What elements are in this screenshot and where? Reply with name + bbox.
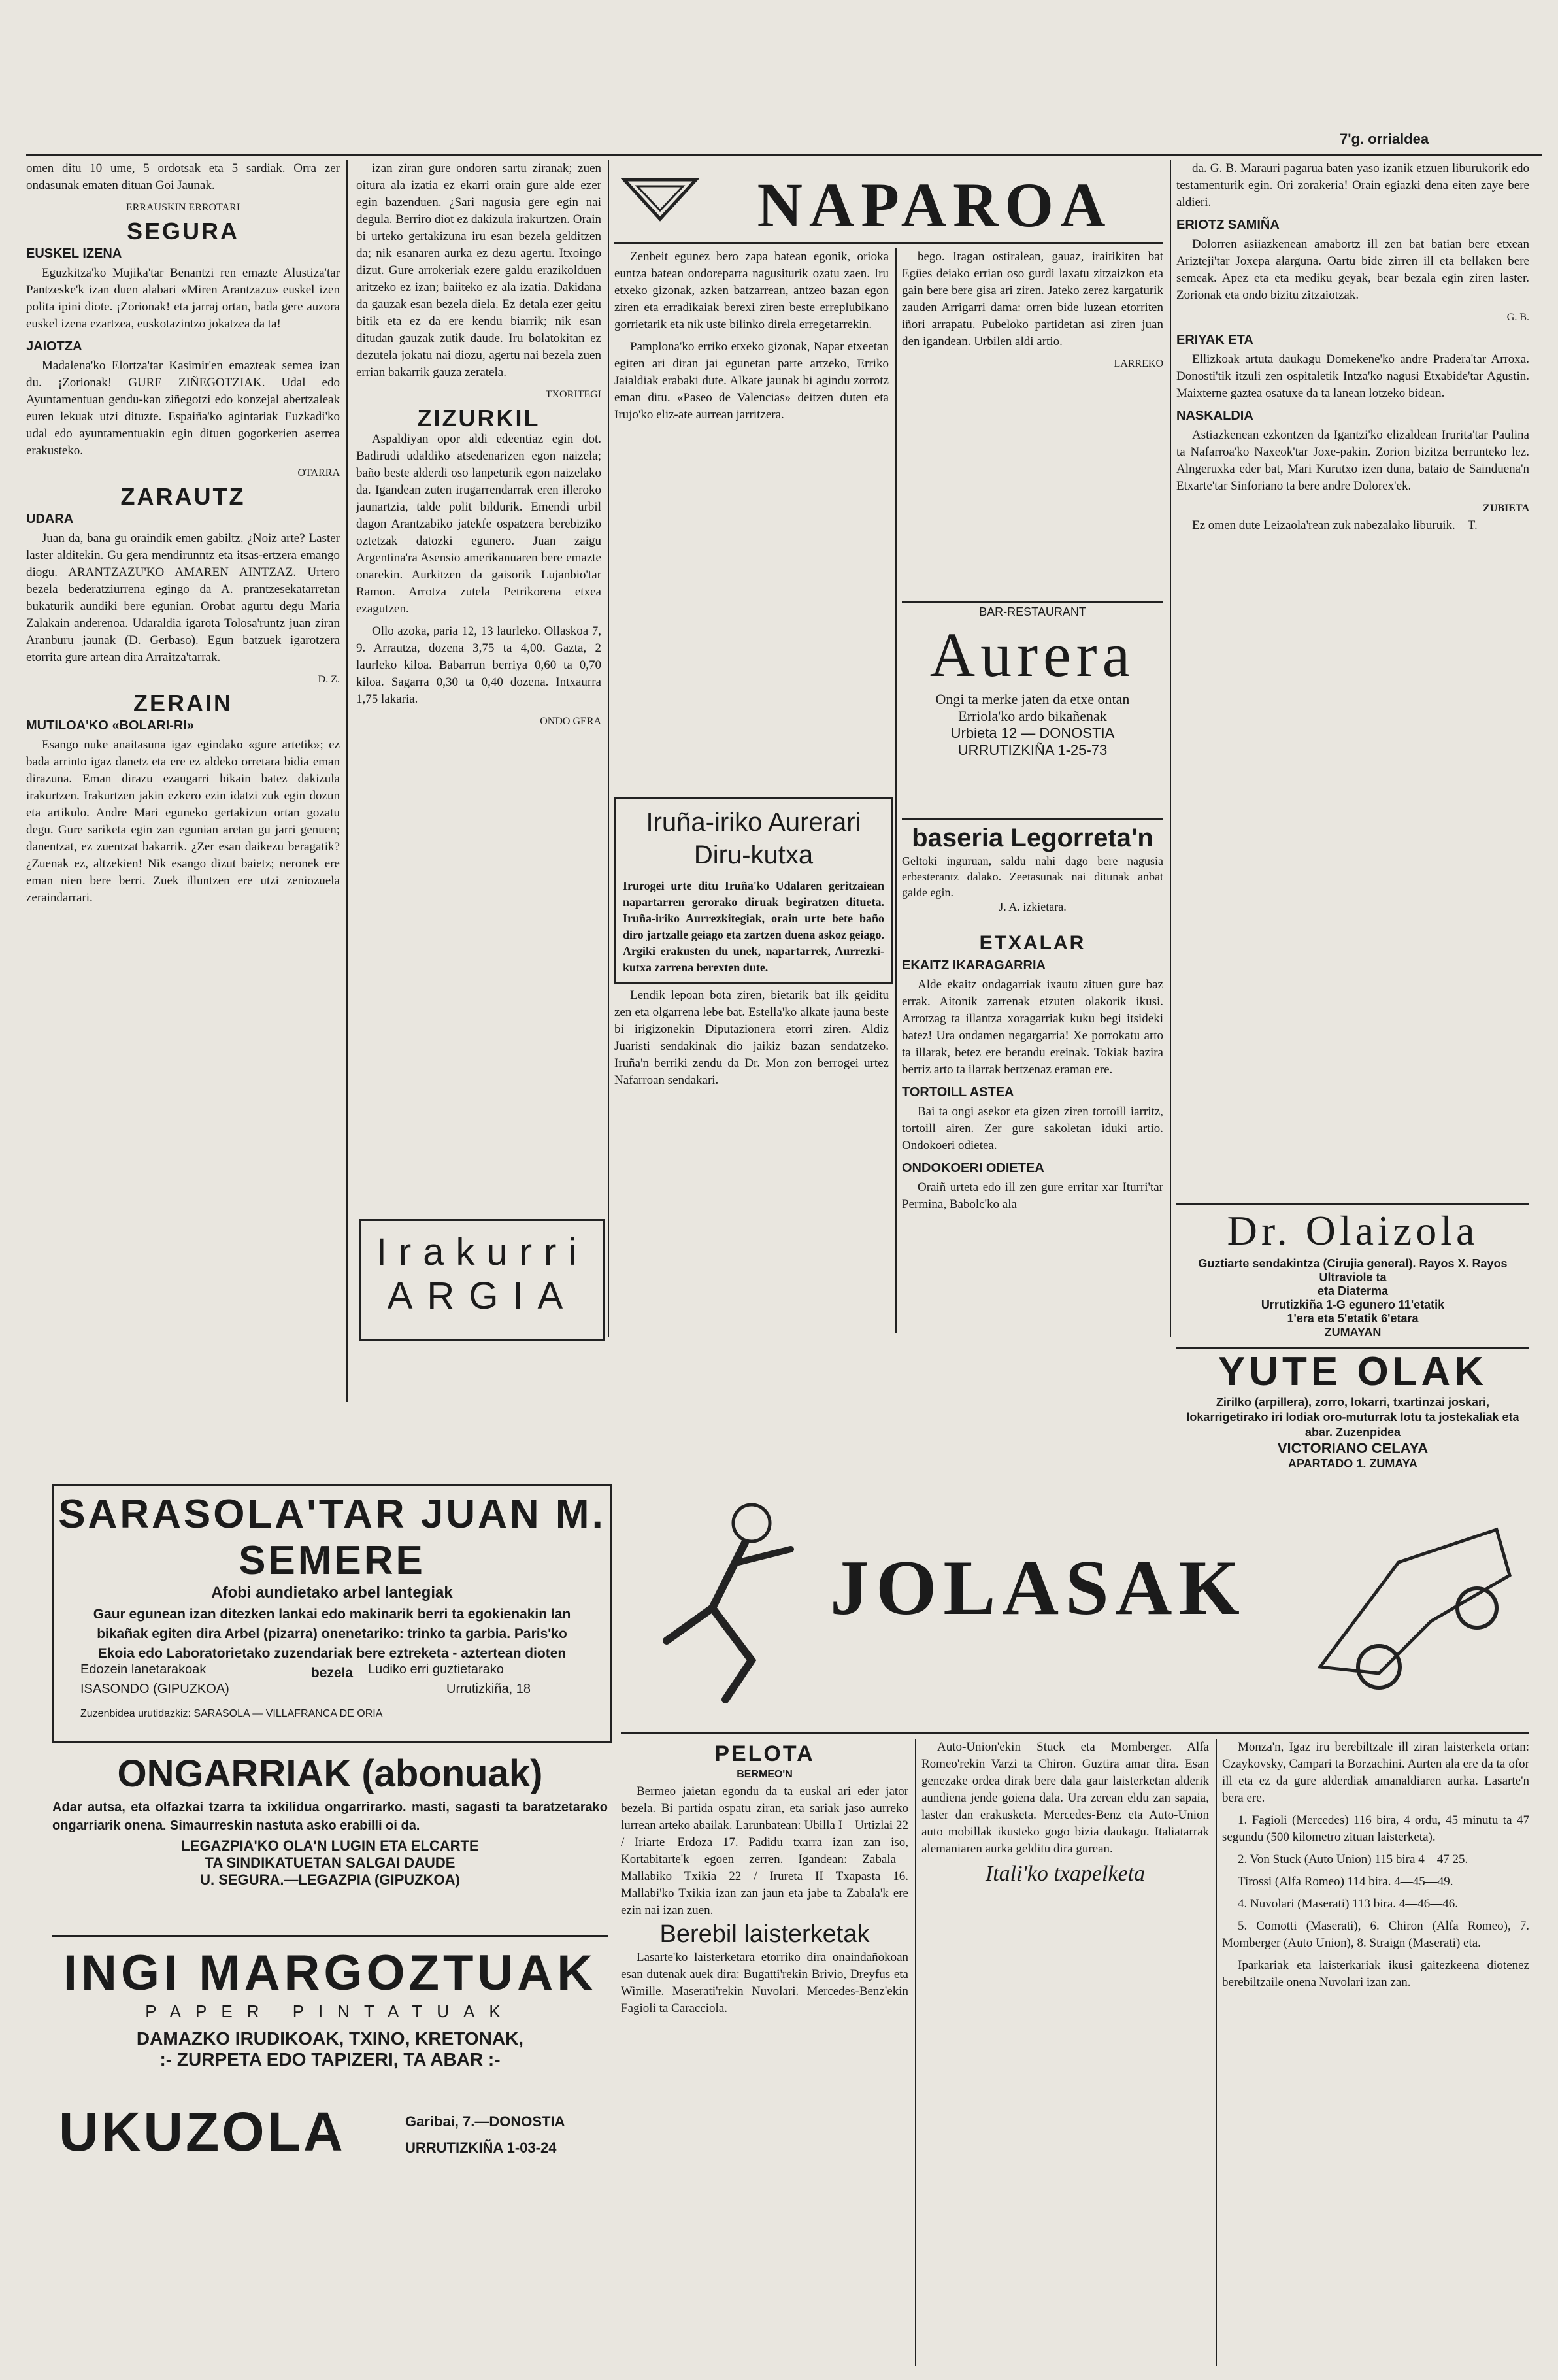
- margoztuak-line2: :- ZURPETA EDO TAPIZERI, TA ABAR :-: [159, 2049, 501, 2070]
- naparoa-text-b: Pamplona'ko erriko etxeko gizonak, Napar etxeetan egiten ari diran jai egunetan parte artzeko, Erriko Jaialdiak erabaki dute. Alkate jaunak bi agindu zorrotz eman ditu. «Paseo de Valencias» deitzen duten eta Irujo'ko eliz-ate aurrean jarritzera.: [614, 340, 889, 422]
- naparoa-column-lower: [614, 987, 889, 1327]
- section-title-jaiotza: JAIOTZA: [26, 339, 82, 354]
- jolasak-col-3: [1222, 1739, 1529, 2366]
- olaizola-line5: ZUMAYAN: [1324, 1326, 1382, 1339]
- ongarriak-text: Adar autsa, eta olfazkai tzarra ta ixkilidua ongarrirarko. masti, sagasti ta baratzetarako ongarriarik onena. Simaurreskin nastuta asko erabilli oi da.: [52, 1800, 608, 1833]
- italiko-text: Monza'n, Igaz iru berebiltzale ill ziran laisterketa ortan: Czaykovsky, Campari ta Borzachini. Aurten ala ere da ta ofor ill eta ez da gure alderdiak amanaldiaren aurka. Lasarte'n bera ere.: [1222, 1740, 1529, 1805]
- aurera-line2: Erriola'ko ardo bikañenak: [958, 708, 1107, 724]
- aurrezki-body: Irurogei urte ditu Iruña'ko Udalaren geritzaiean napartarren gerorako diruak begiratzen ditueta. Iruña-iriko Aurrezkitegiak, orain urte bete baño diro jartzalle geiago eta zartzen duena askoz geiago. Argiki erakusten du unek, napartarrek, Aurrezki-kutxa zarrena berexten dute.: [623, 879, 884, 974]
- aurera-line3: Urbieta 12 — DONOSTIA: [950, 725, 1115, 741]
- sarasola-title: SARASOLA'TAR JUAN M. SEMERE: [58, 1492, 606, 1583]
- section-subtitle-segura: EUSKEL IZENA: [26, 246, 122, 261]
- column-rule: [1216, 1739, 1217, 2366]
- naparoa-text-a: Zenbeit egunez bero zapa batean egonik, orioka euntza batean ondoreparra nagusiturik ozatu zaen. Iru etxeko gizonak, azken batzarrean, antzeo bazan egon ziren eta erradikaiak berexi ziren beste erreplubikano gorrietarik eta nik uste bilinko direla erregetarrekin.: [614, 250, 889, 331]
- section-text-jaiotza: Madalena'ko Elortza'tar Kasimir'en emazteak semea izan du. ¡Zorionak! GURE ZIÑEGOTZIAK. Udal edo Ayuntamentuan gendu-kan ziñegotzi edo konzejal abertzaleak euren lekuak utzi dituzte. Espaiña'ko agintariak Euzkadi'ko udal edo ayuntamentuakin egin dituen gogorkerien aserrea erakusteko.: [26, 359, 340, 458]
- sarasola-text: Gaur egunean izan ditezken lankai edo makinarik berri ta egokienakin lan bikañak egiten dira Arbel (pizarra) onenetariko: trinko ta garbia. Paris'ko Ekoia edo Laboratorietako zuzendariak bere eztreketa - aztertean dioten bezela: [93, 1607, 571, 1681]
- column-rule: [895, 248, 897, 1333]
- sarasola-row1b: Ludiko erri guztietarako: [368, 1662, 504, 1677]
- racing-car-icon: [1301, 1503, 1523, 1700]
- irakurri-text: Irakurri: [376, 1231, 589, 1273]
- col2-text-bottom: Aspaldiyan opor aldi edeentiaz egin dot. Badirudi udaldiko atsedenarizen egon naizela; baño beste alderdi oso lanpeturik egon naizelako da. Igandean zuten irugarrendarrak eren illeroko jaunartzia, talde polit bildurik. Emendi urbil dagon Arantzabiko jatekfe ospatzera berebiziko oztetzak datozki egunero. Juan zaigu Argentina'ra Asensio amerikanuaren bere emazte onarekin. Aurkitzen da gaisorik Lujanbio'tar Ramon. Arrotza zutela Petrikorena etxea ezagutzen.: [356, 432, 601, 616]
- etxalar-subtitle: EKAITZ IKARAGARRIA: [902, 958, 1046, 973]
- col2-prices: Ollo azoka, paria 12, 13 laurleko. Ollaskoa 7, 9. Arrautza, dozena 3,75 ta 4,00. Gazta, 2 laurleko kiloa. Babarrun berriya 0,60 ta 0,70 kiloa. Sagarra 0,30 ta 0,40 dozena. Intxaurra 1,75 lakaria.: [356, 624, 601, 706]
- ongarriak-ad: [52, 1752, 608, 1928]
- olaizola-ad: [1176, 1203, 1529, 1339]
- naparoa-column: [614, 248, 889, 791]
- naskaldia-text: Astiazkenean ezkontzen da Igantzi'ko elizaldean Irurita'tar Paulina ta Nafarroa'ko Naxeok'tar Joxe-pakin. Zorion bizitza berrunteko lez. Alngeruxka eder bat, Mari Kurutxo izen duna, bataio de Sainduena'n Etxarte'tar Sinforiano ta bere andre Dolorex'ek.: [1176, 428, 1529, 493]
- result-1: 1. Fagioli (Mercedes) 116 bira, 4 ordu, 45 minutu ta 47 segundu (500 kilometro zituan laisterketa).: [1222, 1813, 1529, 1844]
- sarasola-ad: [52, 1484, 612, 1743]
- ongarriak-line2: TA SINDIKATUETAN SALGAI DAUDE: [205, 1854, 456, 1871]
- aurrezki-title: Iruña-iriko Aurerari Diru-kutxa: [646, 808, 861, 869]
- naparoa-banner: [614, 163, 1163, 244]
- section-title-zarautz: ZARAUTZ: [120, 483, 246, 510]
- sarasola-row1a: Edozein lanetarakoak: [80, 1662, 207, 1677]
- aurrezki-kutxa-box: [614, 797, 893, 984]
- aurera-ad: [902, 601, 1163, 820]
- section-title-zerain: ZERAIN: [133, 690, 233, 716]
- ondokoeri-text: Oraiñ urteta edo ill zen gure erritar xar Iturri'tar Permina, Babolc'ko ala: [902, 1181, 1163, 1211]
- column-rule: [608, 160, 609, 1337]
- tortoill-title: TORTOILL ASTEA: [902, 1085, 1014, 1099]
- olaizola-line2: eta Diaterma: [1317, 1284, 1389, 1298]
- ukuzola-title: UKUZOLA: [59, 2101, 346, 2162]
- col2-title: ZIZURKIL: [417, 405, 540, 431]
- yute-olak-ad: [1176, 1347, 1529, 1479]
- section-title-segura: SEGURA: [126, 218, 240, 244]
- irakurri-argia-ad: [359, 1219, 605, 1341]
- italiko-title: Itali'ko txapelketa: [985, 1862, 1146, 1886]
- baseria-ad: [902, 824, 1163, 922]
- tortoill-text: Bai ta ongi asekor eta gizen ziren tortoill iarritz, tortoill airen. Zer gure sakoletan iduki artio. Ondokoeri odietea.: [902, 1105, 1163, 1152]
- jolasak-middle-text: Auto-Union'ekin Stuck eta Momberger. Alfa Romeo'rekin Varzi ta Chiron. Guztira amar dira. Esan genezake ordea dirak bere dala gaur laisterketan alderik aundiena jende goiena dala. Ura zerean eldu zan sapaia, laster dan erakusketa. Mercedes-Benz eta Auto-Union auto mobillak ikusteko gogo bizia daukagu. Italiatarrak alemaniaren aurka gelditu dira gurean.: [921, 1740, 1209, 1856]
- eriotz-text: Dolorren asiiazkenean amabortz ill zen bat batian bere etxean Arizteji'tar Joxepa alarguna. Oartu bide zirren ill eta bellaken bere semeak. Apez eta eta mediku geyak, bear bezala egin ziren laster. Zorionak eta ondo bizitu zitzaiotzak.: [1176, 237, 1529, 302]
- col2-signature-top: TXORITEGI: [545, 389, 601, 400]
- berebil-text: Lasarte'ko laisterketara etorriko dira onaindañokoan esan dutenak auek dira: Bugatti'rekin Brivio, Dreyfus eta Wimille. Maserati'rekin Nuvolari. Mercedes-Benz'ekin Fagioli ta Caracciola.: [621, 1951, 908, 2015]
- pelota-subtitle: BERMEO'N: [737, 1769, 793, 1780]
- eriotz-sign: G. B.: [1506, 312, 1529, 323]
- col2-signature-bottom: ONDO GERA: [540, 716, 601, 727]
- yute-line1: Zirilko (arpillera), zorro, lokarri, txartinzai joskari, lokarrigetirako iri lodiak oro-muturrak lotu ta jostekaliak eta abar. Zuzenpidea: [1186, 1396, 1519, 1439]
- eriotz-title: ERIOTZ SAMIÑA: [1176, 218, 1280, 232]
- left-intro-sign: ERRAUSKIN ERROTARI: [125, 202, 240, 213]
- col2-text-top: izan ziran gure ondoren sartu ziranak; zuen oitura ala izatia ez ekarri orain gure alde ezer egin bazenduen. ¿Sari nagusia gere egin nai degula. Berriro diot ez dakizula irakurtzen. Orain bi urteko gertakizuna iru esan bezela gelditzen da; nik esanaren aurka ez dezu agertu. Itxoingo dizut. Gure arrokeriak ezere galdu erazikolduen aritzeko ez izan; baiiteko ez ala izatia. Dakidana da gauzak esan bezela diela. Ez detala ezer geitu bitik eta ez da ere kendu biarrik; nik esan ditudan gauzak zutik daude. Iru bolatokitan ez dezutela jokatu nai diozu, agertu nai bezela zuen errian bakarrik gauza zeratela.: [356, 161, 601, 379]
- sarasola-address: Zuzenbidea urutidazkiz: SARASOLA — VILLAFRANCA DE ORIA: [80, 1708, 383, 1719]
- section-text-zarautz: Juan da, bana gu oraindik emen gabiltz. ¿Noiz arte? Laster laster alditekin. Gu gera mendirunntz eta itsas-ertzera emango diogu. ARANTZAZU'KO AMAREN AINTZAZ. Urtero bezela bederatziurrena egingo da A. prantzesekatarretan bukaturik aundiki bere egunian. Orobat agurtu degu Maria Zalakain anderenoa. Udaraldia igarota Tolosa'runtz juan ziran Aranburu jaunak (D. Gerbaso). Egun batzuek igarotzera etorrita gure artean dira Arraitza'tarrak.: [26, 531, 340, 664]
- ongarriak-line1: LEGAZPIA'KO OLA'N LUGIN ETA ELCARTE: [181, 1837, 479, 1854]
- argia-text: ARGIA: [387, 1275, 578, 1317]
- aurera-line4: URRUTIZKIÑA 1-25-73: [957, 742, 1108, 758]
- section-sign-zarautz: D. Z.: [318, 674, 340, 685]
- section-subtitle-zarautz: UDARA: [26, 512, 74, 526]
- page-label: 7'g. orrialdea: [1340, 131, 1429, 147]
- jolasak-col-2: [921, 1739, 1209, 2366]
- baseria-title: baseria Legorreta'n: [912, 824, 1153, 852]
- section-text-segura: Eguzkitza'ko Mujika'tar Benantzi ren emazte Alustiza'tar Pantzeske'k izan duen alabari «Miren Arantzazu» euskel izen polita ipini diote. ¡Zorionak! eta jarraj ortan, bada gere auzora euskel izena ezartzea, euskotazintzo jokatzea da ta!: [26, 266, 340, 331]
- eriyak-title: ERIYAK ETA: [1176, 333, 1253, 347]
- col5-text-top: da. G. B. Marauri pagarua baten yaso izanik etzuen liburukorik edo testamenturik egin. Ori zorakeria! Orain egiazki dena eiten zaye bere aldieri.: [1176, 161, 1529, 209]
- aurera-title: Aurera: [929, 620, 1136, 690]
- margoztuak-subtitle: PAPER PINTATUAK: [145, 2002, 515, 2021]
- jolasak-banner: [621, 1484, 1529, 1734]
- berebil-title: Berebil laisterketak: [659, 1920, 870, 1948]
- naparoa-text-c: Lendik lepoan bota ziren, bietarik bat ilk geiditu zen eta olgarrena lebe bat. Estella'ko alkate jauna beste bi irigizonekin Diputazionera etorri ziren. Aldiz Juaristi sendakinak dio jaikiz bazan sendatzeko. Iruña'n berriki zendu da Dr. Mon zon berrogei urtez Nafarroan sendakari.: [614, 988, 889, 1087]
- margoztuak-line1: DAMAZKO IRUDIKOAK, TXINO, KRETONAK,: [136, 2028, 524, 2049]
- naparoa-title: NAPAROA: [757, 170, 1112, 240]
- column-rule: [1170, 160, 1171, 1337]
- sarasola-row2b: Urrutizkiña, 18: [446, 1682, 531, 1696]
- zubieta-sign: ZUBIETA: [1483, 503, 1529, 514]
- naparoa-right-sign: LARREKO: [1114, 358, 1163, 369]
- section-text-zerain: Esango nuke anaitasuna igaz egindako «gure artetik»; ez bada arrinto igaz danetz eta ere ez aldeko orretara bidia eman dirazuna. Eman dirazu ezaugarri bikain batez dakizula irakurtzen. Irakurtzen jakin ezkero ezin idatzi zuk egin dozun eta artikulo. Andre Mari eguneko gertakizun ortan gozatu degu. Gure sariketa egin zan egunian aretan gu jarri genuen; danentzat, ez zuentzat bakarrik. ¿Zer esan daikezu beragatik? ¿Zuenak ez, altzekien! Nik esango dizut baietz; neronek ere eman nien bere berri. Zuek illuntzen ere utzi zeniozuela zeraindarrari.: [26, 738, 340, 905]
- ondokoeri-title: ONDOKOERI ODIETEA: [902, 1161, 1044, 1175]
- col5-closing: Ez omen dute Leizaola'rean zuk nabezalako liburuik.—T.: [1192, 518, 1478, 532]
- result-4: 4. Nuvolari (Maserati) 113 bira. 4—46—46.: [1238, 1897, 1458, 1911]
- naparoa-right-text: bego. Iragan ostiralean, gauaz, iraitikiten bat Egües deiako errian oso gurdi laxatu zitzaizkon eta gain bere bere gisa ari ziren. Jateko zerez kargaturik zauden Arrigarri dama: orren bide luzean etorriten iñori arrapatu. Pubeloko partidetan asi ziren juan den igandean. Urbilen aldi artio.: [902, 250, 1163, 348]
- column-rule: [346, 160, 348, 1402]
- baseria-sign: J. A. izkietara.: [999, 900, 1067, 913]
- aurera-line1: Ongi ta merke jaten da etxe ontan: [935, 691, 1130, 707]
- olaizola-line3: Urrutizkiña 1-G egunero 11'etatik: [1261, 1298, 1445, 1311]
- right-column: [1176, 160, 1529, 1186]
- aurera-bar-label: BAR-RESTAURANT: [979, 605, 1086, 618]
- ongarriak-title: ONGARRIAK (abonuak): [117, 1752, 543, 1795]
- ukuzola-address: Garibai, 7.—DONOSTIA: [405, 2113, 565, 2130]
- naskaldia-title: NASKALDIA: [1176, 409, 1253, 423]
- runner-icon: [640, 1497, 823, 1706]
- eriyak-text: Ellizkoak artuta daukagu Domekene'ko andre Pradera'tar Arroxa. Donosti'tik itzuli zen ospitaletik Intza'ko nagusi Etxabide'tar Agustin. Maixterne gaztea osatuxe da ta lanean lotzeko bidean.: [1176, 352, 1529, 400]
- header-rule: [26, 154, 1542, 156]
- section-sign-jaiotza: OTARRA: [297, 467, 340, 478]
- result-6: Iparkariak eta laisterkariak ikusi gaitezkeena diotenez berebiltzaile onena Nuvolari izan zan.: [1222, 1958, 1529, 1989]
- column-two: [356, 160, 601, 1206]
- etxalar-column: [902, 928, 1163, 1333]
- column-rule: [915, 1739, 916, 2366]
- pelota-text: Bermeo jaietan egondu da ta euskal ari eder jator bezela. Bi partida ospatu ziran, eta sariak jaso aurreko lurrean arteko abailak. Larunbatean: Ubilla I—Urtizlai 22 / Iriarte—Erdoza 17. Padidu txarra izan zan iso, Kortabitarte'k egoen zerren. Igandean: Zabala—Mallabiko Txikia 22 / Irureta II—Txapasta 16. Mallabi'ko Txikia izan zan jaun eta jabe ta Zabala'k ere ezin nai izan zuen.: [621, 1785, 908, 1917]
- sarasola-subtitle: Afobi aundietako arbel lantegiak: [211, 1584, 453, 1601]
- yute-line3: APARTADO 1. ZUMAYA: [1287, 1457, 1418, 1470]
- result-5: 5. Comotti (Maserati), 6. Chiron (Alfa Romeo), 7. Momberger (Auto Union), 8. Straign (Maserati) eta.: [1222, 1919, 1529, 1950]
- result-3: Tirossi (Alfa Romeo) 114 bira. 4—45—49.: [1238, 1875, 1453, 1888]
- left-intro: omen ditu 10 ume, 5 ordotsak eta 5 sardiak. Orra zer ondasunak ematen dituan Goi Jaunak.: [26, 161, 340, 192]
- ongarriak-line3: U. SEGURA.—LEGAZPIA (GIPUZKOA): [200, 1871, 460, 1888]
- margoztuak-title: INGI MARGOZTUAK: [63, 1945, 597, 2001]
- jolasak-title: JOLASAK: [830, 1544, 1246, 1631]
- result-2: 2. Von Stuck (Auto Union) 115 bira 4—47 25.: [1238, 1852, 1468, 1866]
- ukuzola-phone: URRUTIZKIÑA 1-03-24: [405, 2139, 557, 2156]
- pelota-title: PELOTA: [714, 1741, 815, 1766]
- yute-title: YUTE OLAK: [1218, 1349, 1488, 1394]
- shield-icon: [621, 176, 699, 222]
- olaizola-line1: Guztiarte sendakintza (Cirujia general). Rayos X. Rayos Ultraviole ta: [1198, 1257, 1508, 1284]
- section-subtitle-zerain: MUTILOA'KO «BOLARI-RI»: [26, 718, 194, 733]
- etxalar-text: Alde ekaitz ondagarriak ixautu zituen gure baz errak. Aitonik zarrenak etzuten olakorik ikusi. Arrotzag ta illantza xoragarriak kuku begi itsideki batez! Ura ondamen negargarria! Xe porrokatu arto ta illarak, betez ere berandu ereinak. Tokiak bazira berriz arto ta ilarrak bertzenaz eraman ere.: [902, 978, 1163, 1077]
- olaizola-title: Dr. Olaizola: [1227, 1207, 1479, 1254]
- baseria-text: Geltoki inguruan, saldu nahi dago bere nagusia erbesterantz dalako. Zeetasunak nai ditunak anbat galde egin.: [902, 854, 1163, 899]
- yute-line2: VICTORIANO CELAYA: [1277, 1440, 1429, 1456]
- etxalar-title: ETXALAR: [979, 932, 1086, 954]
- margoztuak-ad: [52, 1935, 608, 2198]
- sarasola-row2a: ISASONDO (GIPUZKOA): [80, 1682, 229, 1696]
- naparoa-right-column: [902, 248, 1163, 588]
- jolasak-col-1: [621, 1739, 908, 2366]
- left-column: [26, 160, 340, 1337]
- olaizola-line4: 1'era eta 5'etatik 6'etara: [1287, 1312, 1419, 1325]
